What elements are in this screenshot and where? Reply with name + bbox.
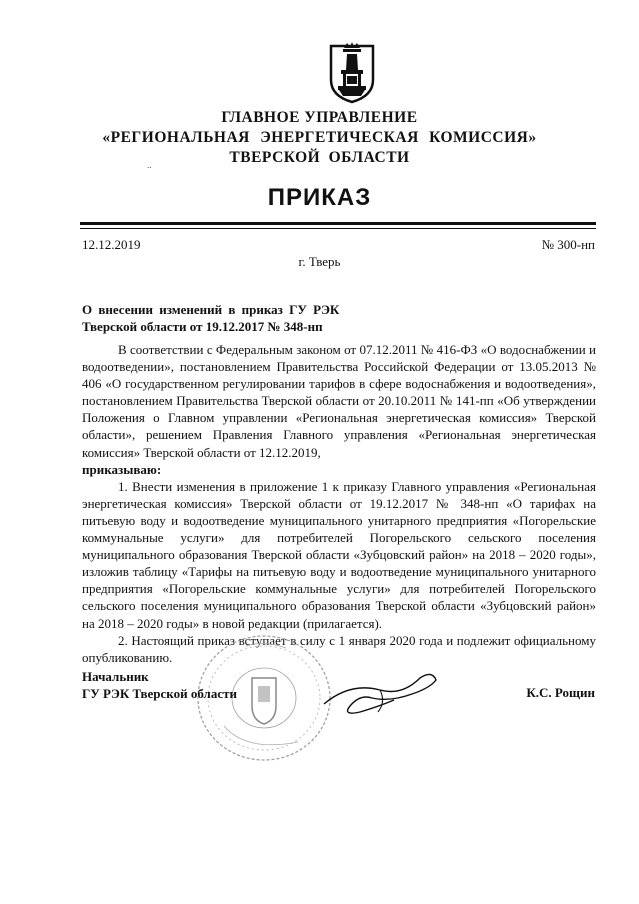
- document-date: 12.12.2019: [82, 237, 141, 252]
- signatory-title: [82, 668, 237, 702]
- document-city: г. Тверь: [298, 254, 341, 269]
- subject-line2: Тверской области от 19.12.2017 № 348-нп: [82, 319, 323, 334]
- preamble-paragraph: В соответствии с Федеральным законом от 07.12.2011 № 416-ФЗ «О водоснабжении и водоотведении», постановлением Правительства Российской Федерации от 13.05.2013 № 406 «О государственном регулировании тарифов в сфере водоснабжения и водоотведения», постановлением Правительства Тверской области от 20.10.2011 № 141-пп «Об утверждении Положения о Главном управлении «Региональная энергетическая комиссия» Тверской области», решением Правления Главного управления «Региональная энергетическая комиссия» Тверской области от 12.12.2019,: [82, 342, 596, 460]
- order-item-2: 2. Настоящий приказ вступает в силу с 1 января 2020 года и подлежит официальному опубликованию.: [82, 632, 596, 665]
- org-name-line2: «РЕГИОНАЛЬНАЯ ЭНЕРГЕТИЧЕСКАЯ КОМИССИЯ»: [102, 129, 537, 146]
- document-subject: [82, 301, 339, 335]
- header-divider-thick: [80, 222, 596, 225]
- order-word: приказываю:: [82, 461, 162, 477]
- document-number: № 300-нп: [541, 237, 595, 252]
- signatory-title-line1: Начальник: [82, 669, 149, 684]
- document-type-title: ПРИКАЗ: [267, 184, 372, 211]
- order-item-1: 1. Внести изменения в приложение 1 к приказу Главного управления «Региональная энергетическая комиссия» Тверской области от 19.12.2017 № 348-нп «О тарифах на питьевую воду и водоотведение муниципального унитарного предприятия «Погорельские коммунальные услуги» для потребителей Погорельского сельского поселения муниципального образования Тверской области «Зубцовский район» на 2018 – 2020 годы», изложив таблицу «Тарифы на питьевую воду и водоотведение муниципального унитарного предприятия «Погорельские коммунальные услуги» для потребителей Погорельского сельского поселения муниципального образования Тверской области «Зубцовский район» на 2018 – 2020 годы» в новой редакции (прилагается).: [82, 478, 596, 631]
- scan-mark: ..: [147, 160, 152, 170]
- subject-line1: О внесении изменений в приказ ГУ РЭК: [82, 302, 340, 317]
- signatory-title-line2: ГУ РЭК Тверской области: [82, 686, 237, 701]
- signatory-name: К.С. Рощин: [526, 685, 595, 700]
- header-divider-thin: [80, 228, 596, 229]
- org-name-line3: ТВЕРСКОЙ ОБЛАСТИ: [229, 149, 410, 166]
- tver-coat-of-arms-icon: [327, 40, 377, 104]
- org-name-line1: ГЛАВНОЕ УПРАВЛЕНИЕ: [221, 109, 418, 126]
- handwritten-signature-icon: [320, 672, 440, 722]
- document-body: [82, 341, 596, 666]
